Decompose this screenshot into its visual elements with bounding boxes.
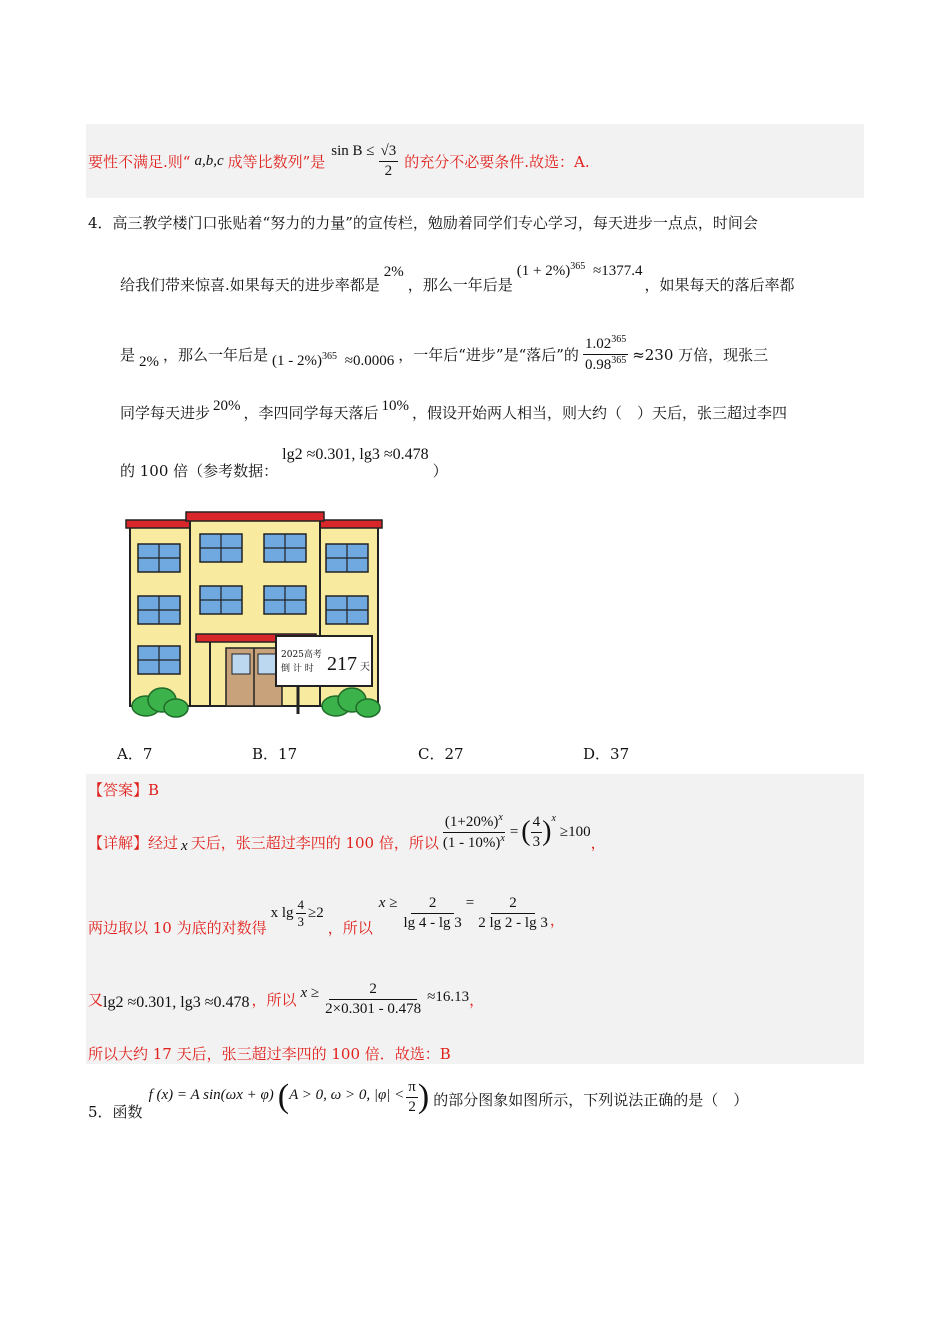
q4-option-a[interactable]: A．7 xyxy=(117,745,153,763)
q4-ref: lg2 ≈0.301, lg3 ≈0.478 xyxy=(282,445,429,463)
sign-unit: 天 xyxy=(360,662,370,673)
sign-days: 217 xyxy=(327,653,357,675)
q4-number: 4． xyxy=(88,214,113,232)
answer-frac1: $\frac{(1+20\%)^x}{(1 - 10\%)^x}$ xyxy=(442,812,505,851)
q4-option-d[interactable]: D．37 xyxy=(583,745,630,763)
q4-line3: 是 2% ，那么一年后是 (1 - 2%)$^{365}$ ≈0.0006 ，一年后“进步”是“落后”的 $\frac{1.02^{365}}{0.98^{365}}$ ≈230 万倍，现张三 xyxy=(120,334,769,373)
answer-detail-line3: 又 lg2 ≈0.301, lg3 ≈0.478 ，所以 x ≥ $\frac{2}{2\times 0.301 - 0.478}$ ≈16.13 ， xyxy=(88,981,485,1017)
prev-answer-cond-frac: $\frac{√3}{2}$ xyxy=(380,142,397,179)
q5-cond: A > 0, ω > 0, |φ| < xyxy=(289,1086,405,1103)
answer-ineq-frac2: $\frac{2}{2 \lg 2 - \lg 3}$ xyxy=(478,895,548,931)
answer-log-frac: $\frac{4}{3}$ xyxy=(297,896,305,929)
answer-detail-line2: 两边取以 10 为底的对数得 x lg $\frac{4}{3}$ ≥2 ，所以 x ≥ $\frac{2}{\lg 4 - \lg 3}$ = $\frac{2}{2 \lg 2 - \lg 3}$ ， xyxy=(88,894,565,937)
q4-option-b[interactable]: B．17 xyxy=(252,745,298,763)
answer-calc-frac: $\frac{2}{2\times 0.301 - 0.478}$ xyxy=(325,981,422,1017)
answer-ineq-frac1: $\frac{2}{\lg 4 - \lg 3}$ xyxy=(403,895,462,931)
sign-label: 倒 计 时 xyxy=(281,664,314,674)
prev-answer-text-a: 要性不满足.则“ xyxy=(88,152,191,171)
prev-answer-cond-lhs: sin B ≤ xyxy=(331,142,375,159)
answer-label: 【答案】B xyxy=(88,781,160,799)
prev-answer-text-b: 成等比数列”是 xyxy=(227,152,326,171)
school-building-illustration xyxy=(124,510,384,722)
q4-ratio: $\frac{1.02^{365}}{0.98^{365}}$ xyxy=(584,334,627,373)
prev-answer-line xyxy=(88,124,590,198)
answer-conclusion: 所以大约 17 天后，张三超过李四的 100 倍．故选：B xyxy=(88,1045,451,1063)
q4-expr2: (1 - 2%)$^{365}$ ≈0.0006 xyxy=(272,350,395,369)
q4-ls-rate: 10% xyxy=(381,398,410,414)
q4-expr1: $(1 + 2\%)^{365} \approx 1377.4$ xyxy=(516,261,643,279)
q5-cond-frac: $\frac{\pi}{2}$ xyxy=(408,1079,416,1115)
q4-line1: 4．高三教学楼门口张贴着“努力的力量”的宣传栏，勉励着同学们专心学习，每天进步一点点，时间会 xyxy=(88,214,758,232)
q4-line2: 给我们带来惊喜.如果每天的进步率都是 2% ，那么一年后是 $(1 + 2\%)^{365} \approx 1377.4$ ，如果每天的落后率都 xyxy=(120,261,795,294)
q4-line4: 同学每天进步 20% ，李四同学每天落后 10% ，假设开始两人相当，则大约（ ）天后，张三超过李四 xyxy=(120,398,788,422)
answer-detail-line1: 【详解】 经过 x 天后，张三超过李四的 100 倍，所以 $\frac{(1+20\%)^x}{(1 - 10\%)^x}$ = ( $\frac{4}{3}$ ) $^x$ ≥100 ， xyxy=(88,812,606,854)
sign-year: 2025高考 xyxy=(281,650,322,660)
answer-frac2: $\frac{4}{3}$ xyxy=(532,814,541,850)
q5-func: f (x) = A sin(ωx + φ) xyxy=(148,1086,274,1103)
prev-answer-vars: a,b,c xyxy=(194,152,224,169)
q4-line5: 的 100 倍（参考数据： lg2 ≈0.301, lg3 ≈0.478 ） xyxy=(120,445,448,480)
q5-number: 5． xyxy=(88,1102,113,1121)
prev-answer-text-c: 的充分不必要条件.故选：A. xyxy=(404,152,590,171)
q5-line: 5． 函数 f (x) = A sin(ωx + φ) ( A > 0, ω > 0, |φ| < $\frac{\pi}{2}$ ) 的部分图象如图所示，下列说法正确的是（ ） xyxy=(88,1078,749,1121)
q4-zs-rate: 20% xyxy=(213,398,241,414)
q4-rate: 2% xyxy=(383,264,404,280)
q4-option-c[interactable]: C．27 xyxy=(418,745,464,763)
